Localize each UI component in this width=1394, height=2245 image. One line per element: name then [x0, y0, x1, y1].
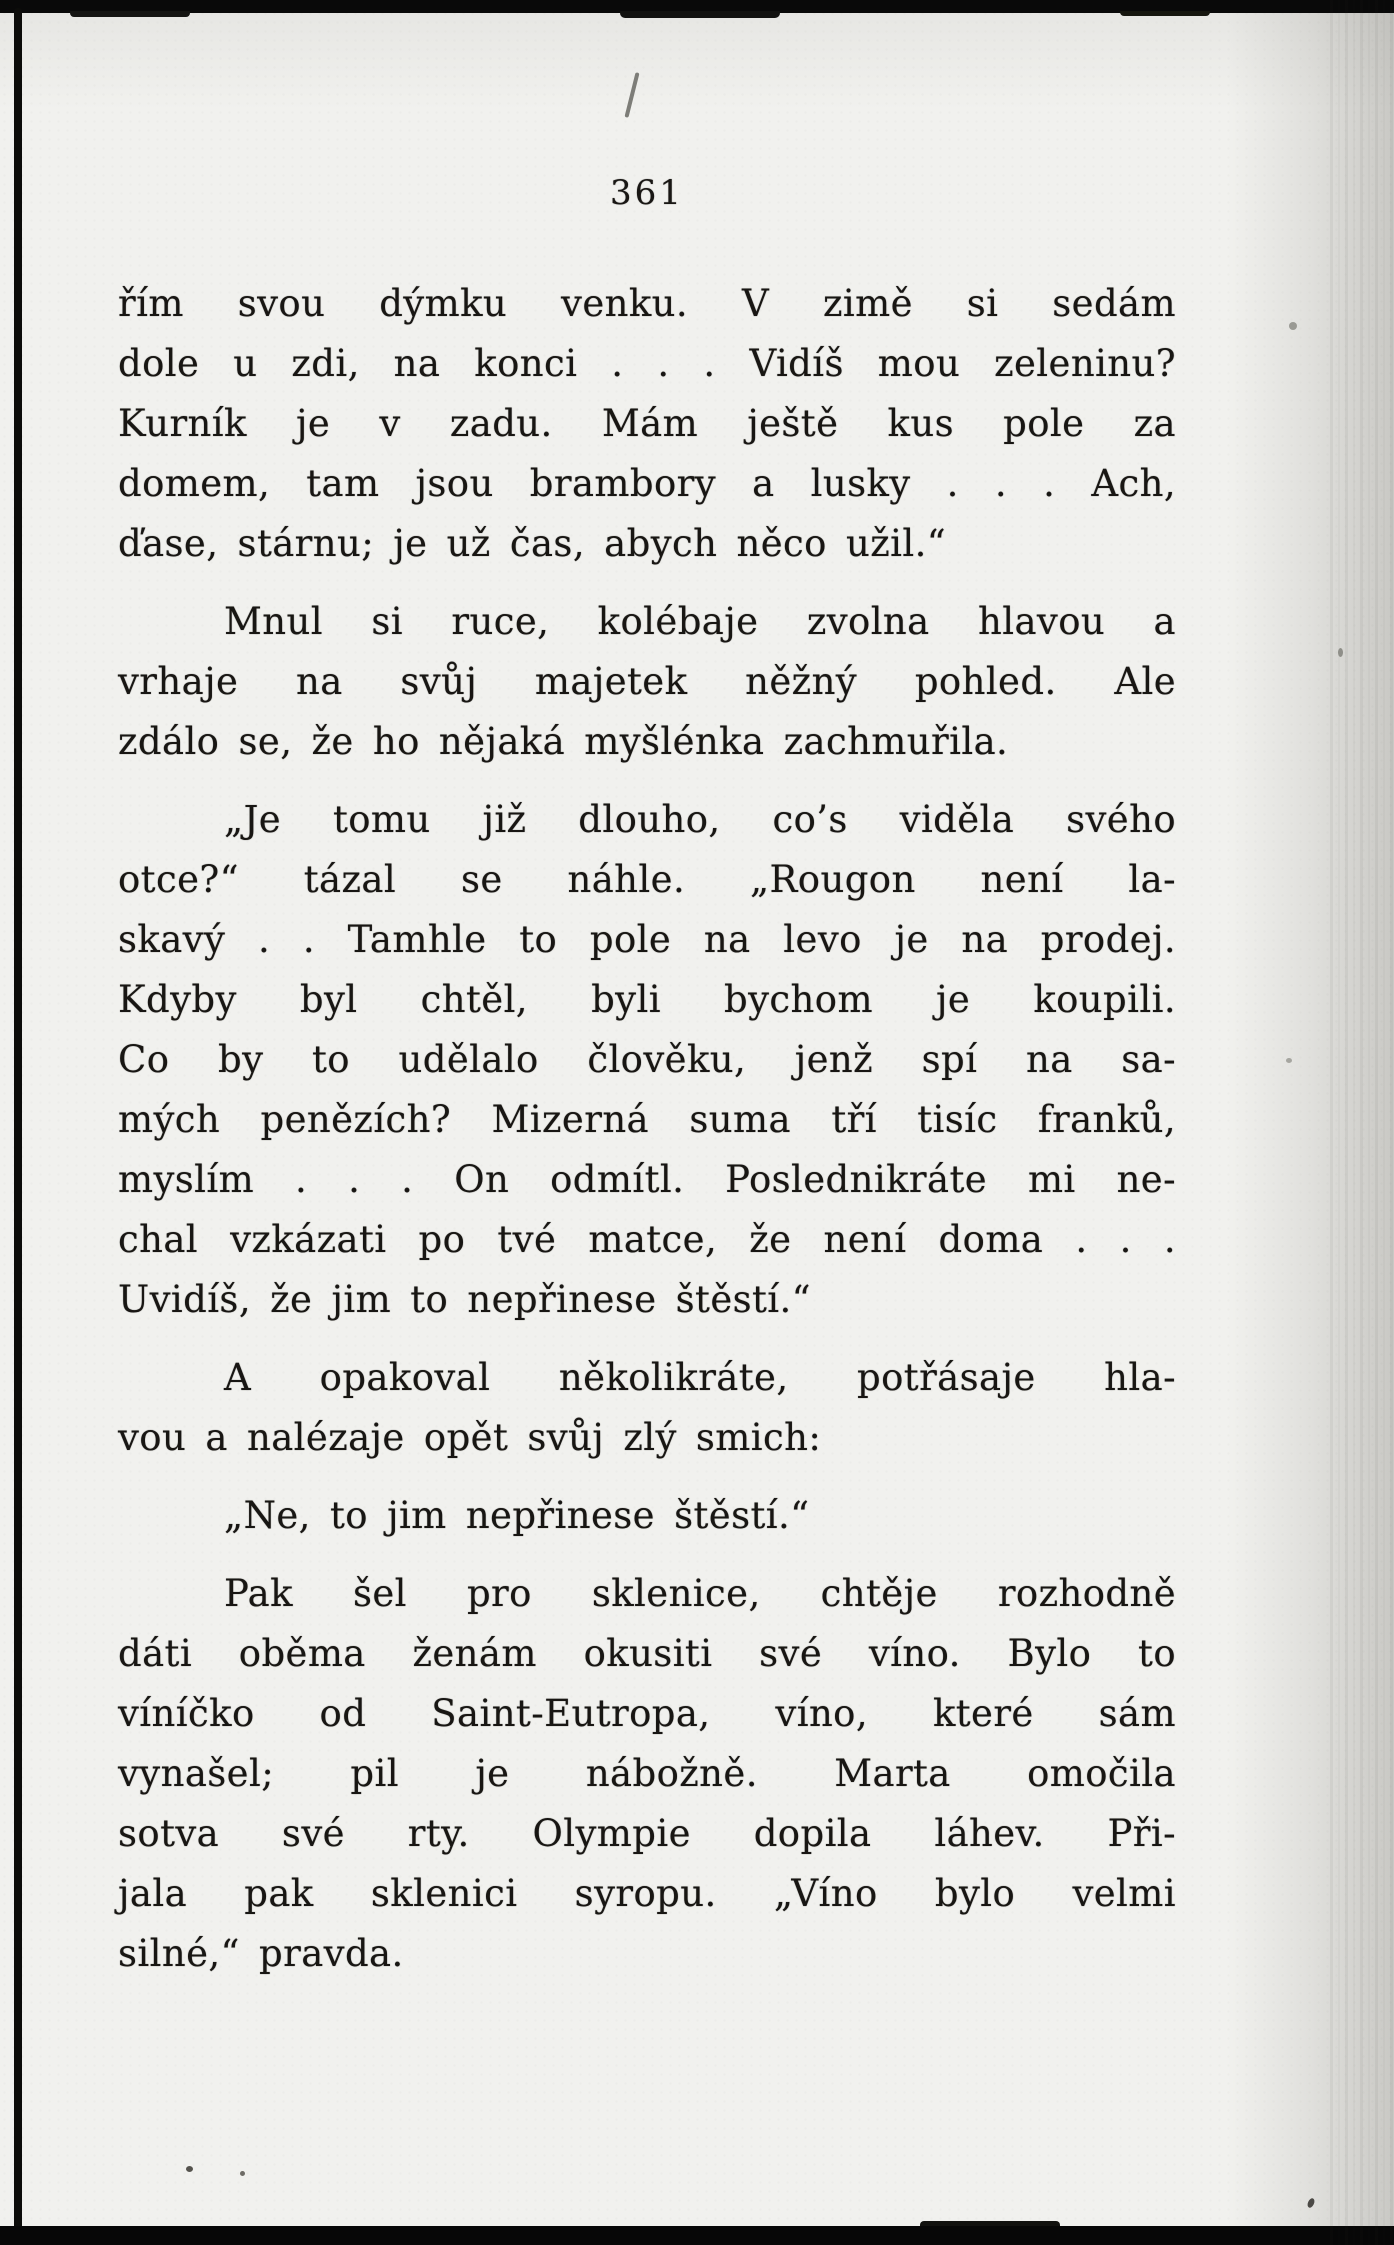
scan-edge-top-blob	[620, 11, 780, 18]
text-line: skavý . . Tamhle to pole na levo je na prodej.	[118, 918, 1176, 961]
text-line: „Ne, to jim nepřinese štěstí.“	[224, 1494, 810, 1537]
text-line: jala pak sklenici syropu. „Víno bylo velmi	[118, 1872, 1176, 1915]
text-line: řím svou dýmku venku. V zimě si sedám	[118, 282, 1176, 325]
text-line: Co by to udělalo člověku, jenž spí na sa-	[118, 1038, 1176, 1081]
text-line: A opakoval několikráte, potřásaje hla-	[224, 1356, 1176, 1399]
text-line: zdálo se, že ho nějaká myšlénka zachmuřila.	[118, 720, 1009, 763]
text-line: mých penězích? Mizerná suma tří tisíc franků,	[118, 1098, 1176, 1141]
paragraph	[118, 1564, 1176, 1984]
text-line: vou a nalézaje opět svůj zlý smich:	[118, 1416, 822, 1459]
text-line: Kdyby byl chtěl, byli bychom je koupili.	[118, 978, 1176, 1021]
scan-right-shadow	[1330, 0, 1394, 2245]
scan-speck	[240, 2171, 245, 2176]
page-number: 361	[610, 173, 684, 213]
paragraph	[118, 790, 1176, 1330]
paragraph	[118, 1486, 1176, 1546]
text-line: Kurník je v zadu. Mám ještě kus pole za	[118, 402, 1176, 445]
text-line: otce?“ tázal se náhle. „Rougon není la-	[118, 858, 1176, 901]
scan-edge-top-blob	[70, 11, 190, 17]
paragraph	[118, 592, 1176, 772]
text-line: ďase, stárnu; je už čas, abych něco užil.“	[118, 522, 947, 565]
text-line: dáti oběma ženám okusiti své víno. Bylo to	[118, 1632, 1176, 1675]
scan-edge-bottom	[0, 2226, 1394, 2245]
scan-speck	[1338, 648, 1343, 657]
text-line: chal vzkázati po tvé matce, že není doma . . .	[118, 1218, 1176, 1261]
paragraph	[118, 274, 1176, 574]
text-line: domem, tam jsou brambory a lusky . . . Ach,	[118, 462, 1176, 505]
text-line: Mnul si ruce, kolébaje zvolna hlavou a	[224, 600, 1176, 643]
scan-speck	[1289, 322, 1297, 330]
paragraph	[118, 1348, 1176, 1468]
text-block	[118, 274, 1176, 1984]
text-line: sotva své rty. Olympie dopila láhev. Při-	[118, 1812, 1176, 1855]
text-line: silné,“ pravda.	[118, 1932, 404, 1975]
scan-edge-top-blob	[1120, 11, 1210, 16]
scan-speck	[186, 2166, 193, 2172]
text-line: myslím . . . On odmítl. Poslednikráte mi ne-	[118, 1158, 1176, 1201]
text-line: Uvidíš, že jim to nepřinese štěstí.“	[118, 1278, 811, 1321]
scan-speck	[1306, 2197, 1316, 2209]
text-line: Pak šel pro sklenice, chtěje rozhodně	[224, 1572, 1176, 1615]
text-line: dole u zdi, na konci . . . Vidíš mou zeleninu?	[118, 342, 1176, 385]
text-line: víníčko od Saint-Eutropa, víno, které sám	[118, 1692, 1176, 1735]
text-line: vynašel; pil je nábožně. Marta omočila	[118, 1752, 1176, 1795]
text-line: „Je tomu již dlouho, co’s viděla svého	[224, 798, 1176, 841]
text-line: vrhaje na svůj majetek něžný pohled. Ale	[118, 660, 1176, 703]
pen-slash-mark	[624, 72, 639, 118]
scan-edge-left-line	[14, 8, 22, 2232]
scan-speck	[1286, 1058, 1292, 1063]
